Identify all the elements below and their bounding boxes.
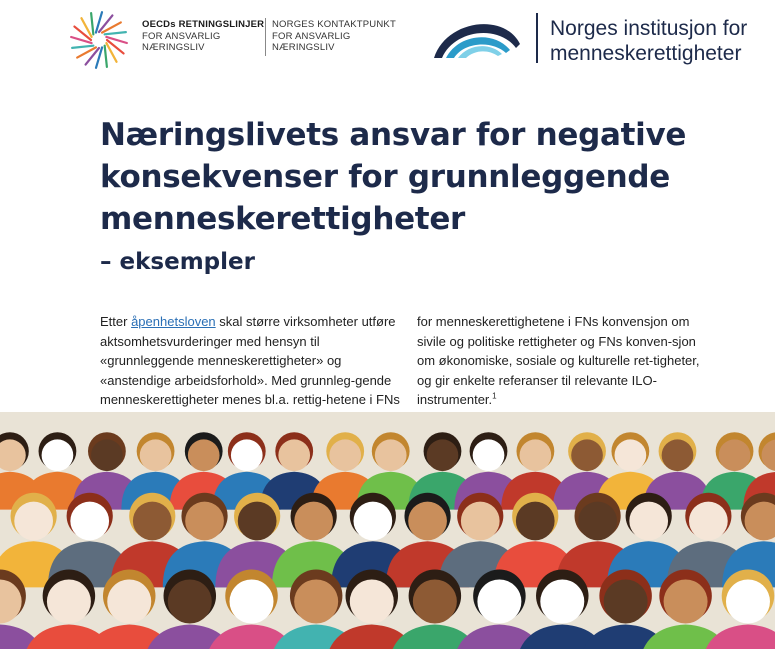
ncp-line3: NÆRINGSLIV — [272, 42, 335, 53]
crowd-person-face — [520, 439, 552, 471]
crowd-person-face — [185, 502, 224, 541]
crowd-person-face — [477, 580, 521, 624]
crowd-person-face — [719, 439, 751, 471]
ncp-text — [272, 19, 396, 54]
crowd-person-face — [408, 502, 447, 541]
apenhetsloven-link[interactable]: åpenhetsloven — [131, 314, 216, 329]
crowd-person-face — [188, 439, 220, 471]
col1-text: skal større virksomheter utføre aktsomhetsvurderinger med hensyn til «grunnleggende menneskerettigheter» og «anstendige arbeidsforhold». Med grunnleg-gende menneskerettigheter menes bl.a. rettig-hetene i FNs — [100, 314, 400, 407]
crowd-person-face — [70, 502, 109, 541]
crowd-people — [0, 412, 775, 649]
crowd-person-face — [294, 580, 338, 624]
crowd-person-face — [140, 439, 172, 471]
oecd-guidelines-text — [142, 19, 264, 54]
crowd-person-face — [413, 580, 457, 624]
nhri-divider — [536, 13, 538, 63]
crowd-person-face — [329, 439, 361, 471]
crowd-person-face — [238, 502, 277, 541]
header — [0, 0, 775, 80]
crowd-person-face — [133, 502, 172, 541]
ncp-line2: FOR ANSVARLIG — [272, 30, 351, 42]
body-column-right — [417, 312, 717, 410]
col2-text: for menneskerettighetene i FNs konvensjon om sivile og politiske rettigheter og FNs konven-sjon om økonomiske, sosiale og kulturelle ret-tigheter, og gir enkelte referanser til relevante ILO-instrumenter. — [417, 314, 700, 407]
crowd-person-face — [662, 439, 694, 471]
crowd-person-face — [578, 502, 617, 541]
crowd-person-face — [42, 439, 74, 471]
nhri-line1: Norges institusjon for — [550, 17, 748, 40]
nhri-arc-logo — [432, 14, 522, 60]
ncp-line1: NORGES KONTAKTPUNKT — [272, 19, 396, 30]
crowd-person-face — [629, 502, 668, 541]
oecd-line2: FOR ANSVARLIG — [142, 30, 221, 42]
oecd-guidelines-logo — [68, 9, 130, 71]
crowd-person-face — [664, 580, 708, 624]
crowd-person-face — [516, 502, 555, 541]
page-subtitle: – eksempler — [100, 249, 255, 275]
crowd-person-face — [571, 439, 603, 471]
crowd-person-face — [473, 439, 505, 471]
crowd-person-face — [427, 439, 459, 471]
crowd-person-face — [353, 502, 392, 541]
crowd-person-face — [461, 502, 500, 541]
header-divider — [265, 18, 266, 56]
crowd-person-face — [689, 502, 728, 541]
col1-intro: Etter — [100, 314, 132, 329]
crowd-person-face — [294, 502, 333, 541]
crowd-person-face — [230, 580, 274, 624]
crowd-person-face — [278, 439, 310, 471]
crowd-person-face — [615, 439, 647, 471]
title-line: konsekvenser for grunnleggende — [100, 159, 670, 195]
crowd-person-face — [726, 580, 770, 624]
crowd-person-face — [91, 439, 123, 471]
crowd-person-face — [107, 580, 151, 624]
crowd-person-face — [350, 580, 394, 624]
crowd-person-face — [47, 580, 91, 624]
page-title — [100, 114, 700, 240]
footnote-marker[interactable]: 1 — [492, 391, 497, 401]
crowd-person-face — [540, 580, 584, 624]
oecd-line3: NÆRINGSLIV — [142, 42, 205, 53]
crowd-person-face — [14, 502, 53, 541]
title-line: Næringslivets ansvar for negative — [100, 117, 687, 153]
nhri-line2: menneskerettigheter — [550, 42, 742, 65]
crowd-person-face — [231, 439, 263, 471]
crowd-illustration — [0, 412, 775, 649]
oecd-title: OECDs RETNINGSLINJER — [142, 19, 265, 30]
crowd-person-face — [168, 580, 212, 624]
nhri-name — [550, 16, 747, 66]
crowd-person-face — [604, 580, 648, 624]
crowd-person-face — [375, 439, 407, 471]
title-line: menneskerettigheter — [100, 201, 466, 237]
